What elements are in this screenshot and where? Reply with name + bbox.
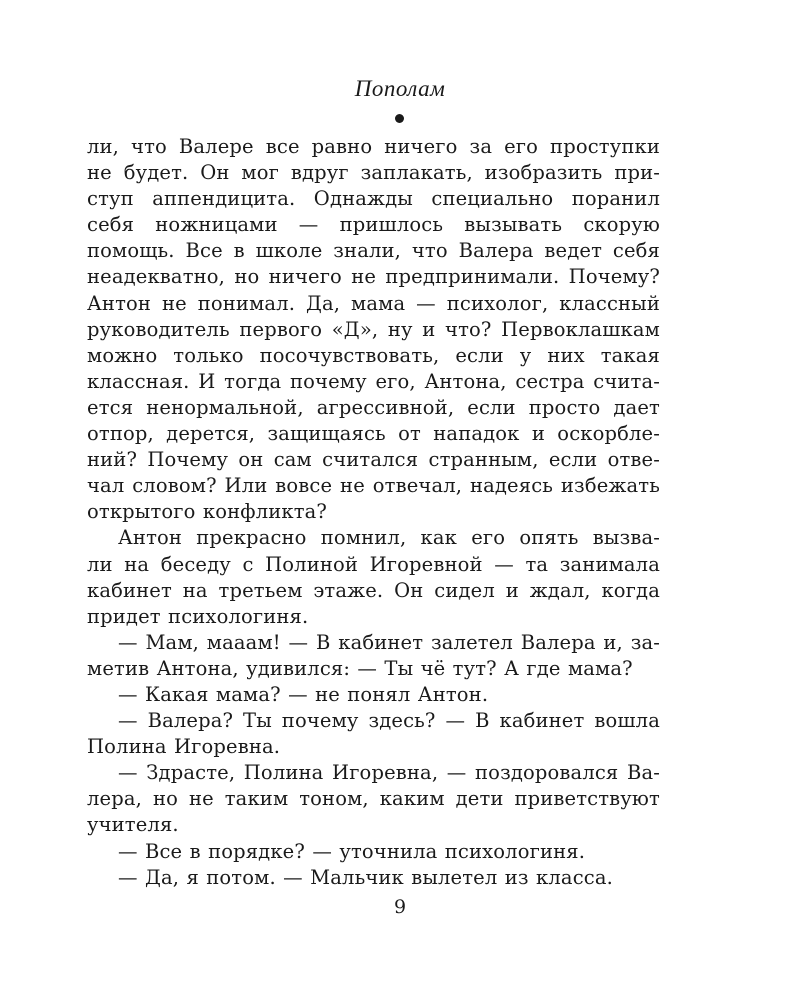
text-line: лера, но не таким тоном, каким дети приветствуют <box>87 787 660 811</box>
ornament-dot <box>395 114 404 123</box>
text-line: Полина Игоревна. <box>87 735 281 759</box>
text-line: — Мам, мааам! — В кабинет залетел Валера и, за- <box>118 630 660 654</box>
text-line: — Какая мама? — не понял Антон. <box>118 682 489 706</box>
text-line: не будет. Он мог вдруг заплакать, изобразить при- <box>87 161 660 185</box>
page-number: 9 <box>393 896 407 918</box>
text-line: чал словом? Или вовсе не отвечал, надеясь избежать <box>87 474 660 498</box>
text-line: ли, что Валере все равно ничего за его проступки <box>87 135 660 158</box>
text-line: ний? Почему он сам считался странным, если отве- <box>87 448 660 472</box>
body-text <box>87 134 660 891</box>
text-line: метив Антона, удивился: — Ты чё тут? А где мама? <box>87 656 633 680</box>
text-line: — Все в порядке? — уточнила психологиня. <box>118 839 586 863</box>
text-line: Антон прекрасно помнил, как его опять вызва- <box>118 526 660 550</box>
running-head-title: Пополам <box>354 76 446 101</box>
text-line: — Да, я потом. — Мальчик вылетел из класса. <box>118 865 613 889</box>
text-line: кабинет на третьем этаже. Он сидел и ждал, когда <box>87 578 660 602</box>
text-line: ступ аппендицита. Однажды специально поранил <box>87 187 660 211</box>
text-line: — Валера? Ты почему здесь? — В кабинет вошла <box>118 709 660 733</box>
text-line: придет психологиня. <box>87 604 309 628</box>
text-line: себя ножницами — пришлось вызывать скорую <box>87 213 660 237</box>
text-line: Антон не понимал. Да, мама — психолог, классный <box>87 291 660 315</box>
text-line: ли на беседу с Полиной Игоревной — та занимала <box>87 552 660 576</box>
text-line: неадекватно, но ничего не предпринимали. Почему? <box>87 265 660 289</box>
text-line: отпор, дерется, защищаясь от нападок и оскорбле- <box>87 422 660 446</box>
text-line: — Здрасте, Полина Игоревна, — поздоровался Ва- <box>118 761 660 785</box>
text-line: классная. И тогда почему его, Антона, сестра счита- <box>87 369 660 393</box>
text-line: можно только посочувствовать, если у них такая <box>87 343 660 367</box>
text-line: учителя. <box>87 813 179 837</box>
text-line: ется ненормальной, агрессивной, если просто дает <box>87 395 660 419</box>
text-line: руководитель первого «Д», ну и что? Первоклашкам <box>87 317 660 341</box>
text-line: открытого конфликта? <box>87 500 328 524</box>
text-line: помощь. Все в школе знали, что Валера ведет себя <box>87 239 660 263</box>
